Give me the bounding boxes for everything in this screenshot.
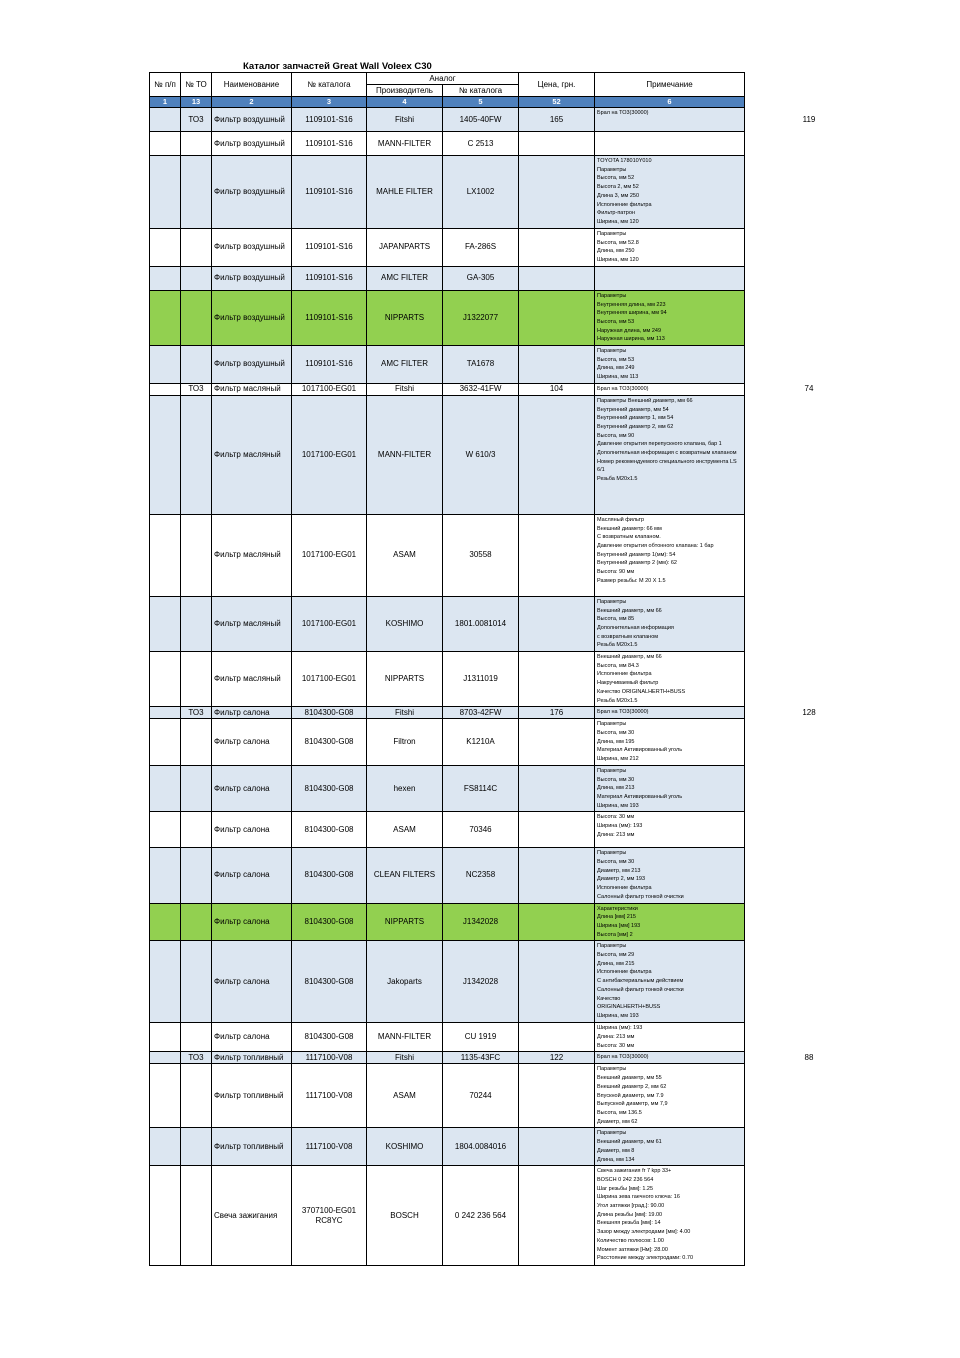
manufacturer-cell: Fitshi	[367, 383, 443, 395]
column-number: 5	[443, 97, 519, 108]
part-name-cell: Фильтр салона	[212, 719, 292, 766]
manufacturer-cell: JAPANPARTS	[367, 229, 443, 267]
table-row	[150, 1064, 745, 1128]
manufacturer-cell: NIPPARTS	[367, 652, 443, 707]
header-analog: Аналог	[367, 73, 519, 85]
row-number-cell	[150, 156, 181, 229]
note-cell: Параметры Внутренняя длина, мм 223 Внутренняя ширина, мм 94 Высота, мм 53 Наружная длина, мм 249 Наружная ширина, мм 113	[595, 290, 745, 345]
note-cell: Брал на ТО3(30000)	[595, 1052, 745, 1064]
note-cell: Параметры Внешний диаметр, мм 66 Внутренний диаметр, мм 54 Внутренний диаметр 1, мм 54 Внутренний диаметр 2, мм 62 Высота, мм 90 Давление открытия перепускного клапана, бар 1 Дополнительная информация с возвратным клапаном Номер рекомендуемого специального инструмента LS 6/1 Резьба M20x1.5	[595, 395, 745, 514]
catalog-number-cell: 1109101-S16	[292, 156, 367, 229]
note-cell: Параметры Высота, мм 53 Длина, мм 249 Ширина, мм 113	[595, 346, 745, 384]
column-number-row	[150, 97, 745, 108]
analog-catalog-cell: 0 242 236 564	[443, 1166, 519, 1266]
side-total: 88	[804, 1052, 814, 1062]
note-cell: Параметры Высота, мм 30 Длина, мм 195 Материал Активированный уголь Ширина, мм 212	[595, 719, 745, 766]
part-name-cell: Фильтр салона	[212, 1023, 292, 1052]
catalog-number-cell: 1017100-EG01	[292, 652, 367, 707]
maintenance-cell: ТО3	[181, 383, 212, 395]
part-name-cell: Фильтр салона	[212, 903, 292, 941]
row-number-cell	[150, 812, 181, 848]
maintenance-cell	[181, 765, 212, 812]
note-cell: Параметры Высота, мм 30 Длина, мм 213 Материал Активированный уголь Ширина, мм 193	[595, 765, 745, 812]
note-cell: Масляный фильтр Внешний диаметр: 66 мм С возвратным клапаном. Давление открытия обтонного клапана: 1 бар Внутренний диаметр 1(мм): 54 Внутренний диаметр 2 (мм): 62 Высота: 90 мм Размер резьбы: M 20 X 1.5	[595, 514, 745, 596]
header-price: Цена, грн.	[519, 73, 595, 97]
catalog-number-cell: 1117100-V08	[292, 1064, 367, 1128]
catalog-number-cell: 1109101-S16	[292, 108, 367, 132]
analog-catalog-cell: FA-286S	[443, 229, 519, 267]
note-cell: Ширина (мм): 193 Длина: 213 мм Высота: 30 мм	[595, 1023, 745, 1052]
header-num: № п/п	[150, 73, 181, 97]
catalog-number-cell: 8104300-G08	[292, 707, 367, 719]
header-maker: Производитель	[367, 85, 443, 97]
analog-catalog-cell: 30558	[443, 514, 519, 596]
maintenance-cell	[181, 652, 212, 707]
analog-catalog-cell: NC2358	[443, 848, 519, 903]
row-number-cell	[150, 1166, 181, 1266]
note-cell: Параметры Внешний диаметр, мм 66 Высота, мм 85 Дополнительная информация с возвратным клапаном Резьба M20x1.5	[595, 596, 745, 651]
table-row	[150, 848, 745, 903]
row-number-cell	[150, 707, 181, 719]
price-cell	[519, 156, 595, 229]
row-number-cell	[150, 1064, 181, 1128]
table-row	[150, 346, 745, 384]
analog-catalog-cell: J1342028	[443, 903, 519, 941]
maintenance-cell	[181, 1166, 212, 1266]
header-note: Примечание	[595, 73, 745, 97]
manufacturer-cell: NIPPARTS	[367, 903, 443, 941]
note-cell: Параметры Высота, мм 29 Длина, мм 215 Исполнение фильтра С антибактериальным действием Салонный фильтр тонкой очистки Качество ORIGINALHERTH+BUSS Ширина, мм 193	[595, 941, 745, 1023]
parts-catalog-table	[149, 72, 745, 1266]
catalog-number-cell: 8104300-G08	[292, 719, 367, 766]
price-cell	[519, 765, 595, 812]
table-row	[150, 719, 745, 766]
note-cell	[595, 266, 745, 290]
side-total: 128	[802, 707, 816, 717]
row-number-cell	[150, 1128, 181, 1166]
analog-catalog-cell: C 2513	[443, 132, 519, 156]
manufacturer-cell: Jakoparts	[367, 941, 443, 1023]
price-cell	[519, 719, 595, 766]
row-number-cell	[150, 765, 181, 812]
part-name-cell: Фильтр топливный	[212, 1128, 292, 1166]
part-name-cell: Фильтр салона	[212, 848, 292, 903]
maintenance-cell	[181, 812, 212, 848]
analog-catalog-cell: 1405-40FW	[443, 108, 519, 132]
catalog-number-cell: 8104300-G08	[292, 812, 367, 848]
analog-catalog-cell: 1135-43FC	[443, 1052, 519, 1064]
catalog-number-cell: 1117100-V08	[292, 1128, 367, 1166]
note-cell	[595, 132, 745, 156]
maintenance-cell	[181, 903, 212, 941]
price-cell: 104	[519, 383, 595, 395]
table-row	[150, 765, 745, 812]
row-number-cell	[150, 652, 181, 707]
table-row	[150, 395, 745, 514]
catalog-number-cell: 8104300-G08	[292, 1023, 367, 1052]
manufacturer-cell: MANN-FILTER	[367, 1023, 443, 1052]
catalog-number-cell: 8104300-G08	[292, 765, 367, 812]
price-cell: 176	[519, 707, 595, 719]
catalog-number-cell: 1017100-EG01	[292, 383, 367, 395]
page-title: Каталог запчастей Great Wall Voleex C30	[243, 61, 432, 72]
maintenance-cell: ТО3	[181, 108, 212, 132]
manufacturer-cell: MANN-FILTER	[367, 395, 443, 514]
manufacturer-cell: Filtron	[367, 719, 443, 766]
row-number-cell	[150, 596, 181, 651]
maintenance-cell	[181, 229, 212, 267]
row-number-cell	[150, 1023, 181, 1052]
column-number: 1	[150, 97, 181, 108]
maintenance-cell	[181, 596, 212, 651]
price-cell	[519, 941, 595, 1023]
maintenance-cell	[181, 1064, 212, 1128]
manufacturer-cell: ASAM	[367, 812, 443, 848]
catalog-number-cell: 1109101-S16	[292, 132, 367, 156]
maintenance-cell	[181, 132, 212, 156]
catalog-number-cell: 1109101-S16	[292, 346, 367, 384]
maintenance-cell	[181, 1128, 212, 1166]
manufacturer-cell: CLEAN FILTERS	[367, 848, 443, 903]
price-cell	[519, 596, 595, 651]
row-number-cell	[150, 346, 181, 384]
table-row	[150, 903, 745, 941]
row-number-cell	[150, 719, 181, 766]
part-name-cell: Фильтр масляный	[212, 383, 292, 395]
row-number-cell	[150, 903, 181, 941]
catalog-number-cell: 1017100-EG01	[292, 395, 367, 514]
manufacturer-cell: Fitshi	[367, 707, 443, 719]
manufacturer-cell: NIPPARTS	[367, 290, 443, 345]
table-row	[150, 652, 745, 707]
row-number-cell	[150, 848, 181, 903]
analog-catalog-cell: TA1678	[443, 346, 519, 384]
note-cell: Характеристики Длина [мм] 215 Ширина [мм] 193 Высота [мм] 2	[595, 903, 745, 941]
part-name-cell: Фильтр воздушный	[212, 156, 292, 229]
price-cell	[519, 1023, 595, 1052]
note-cell: Брал на ТО3(30000)	[595, 383, 745, 395]
maintenance-cell: ТО3	[181, 707, 212, 719]
row-number-cell	[150, 229, 181, 267]
analog-catalog-cell: K1210A	[443, 719, 519, 766]
column-number: 2	[212, 97, 292, 108]
note-cell: Брал на ТО3(30000)	[595, 108, 745, 132]
manufacturer-cell: AMC FILTER	[367, 346, 443, 384]
table-row	[150, 1166, 745, 1266]
analog-catalog-cell: GA-305	[443, 266, 519, 290]
part-name-cell: Фильтр салона	[212, 707, 292, 719]
row-number-cell	[150, 132, 181, 156]
price-cell	[519, 229, 595, 267]
column-number: 4	[367, 97, 443, 108]
price-cell	[519, 346, 595, 384]
row-number-cell	[150, 290, 181, 345]
table-row	[150, 1128, 745, 1166]
row-number-cell	[150, 266, 181, 290]
maintenance-cell	[181, 346, 212, 384]
price-cell	[519, 1128, 595, 1166]
row-number-cell	[150, 1052, 181, 1064]
side-total: 119	[802, 114, 816, 124]
header-to: № ТО	[181, 73, 212, 97]
maintenance-cell	[181, 1023, 212, 1052]
maintenance-cell	[181, 266, 212, 290]
price-cell: 165	[519, 108, 595, 132]
analog-catalog-cell: 3632-41FW	[443, 383, 519, 395]
column-number: 6	[595, 97, 745, 108]
maintenance-cell	[181, 156, 212, 229]
note-cell: Параметры Внешний диаметр, мм 55 Внешний диаметр 2, мм 62 Впускной диаметр, мм 7.9 Выпускной диаметр, мм 7,9 Высота, мм 136.5 Диаметр, мм 62	[595, 1064, 745, 1128]
maintenance-cell	[181, 941, 212, 1023]
analog-catalog-cell: CU 1919	[443, 1023, 519, 1052]
header-analog-catalog: № каталога	[443, 85, 519, 97]
manufacturer-cell: MANN-FILTER	[367, 132, 443, 156]
manufacturer-cell: ASAM	[367, 514, 443, 596]
maintenance-cell	[181, 848, 212, 903]
manufacturer-cell: Fitshi	[367, 1052, 443, 1064]
note-cell: Параметры Высота, мм 52.8 Длина, мм 250 Ширина, мм 120	[595, 229, 745, 267]
table-row	[150, 266, 745, 290]
part-name-cell: Свеча зажигания	[212, 1166, 292, 1266]
column-number: 13	[181, 97, 212, 108]
note-cell: Параметры Внешний диаметр, мм 61 Диаметр, мм 8 Длина, мм 134	[595, 1128, 745, 1166]
part-name-cell: Фильтр масляный	[212, 514, 292, 596]
manufacturer-cell: Fitshi	[367, 108, 443, 132]
manufacturer-cell: KOSHIMO	[367, 1128, 443, 1166]
table-row	[150, 596, 745, 651]
table-row	[150, 229, 745, 267]
maintenance-cell	[181, 290, 212, 345]
part-name-cell: Фильтр масляный	[212, 596, 292, 651]
analog-catalog-cell: 70346	[443, 812, 519, 848]
price-cell	[519, 1166, 595, 1266]
part-name-cell: Фильтр салона	[212, 941, 292, 1023]
table-row	[150, 941, 745, 1023]
part-name-cell: Фильтр воздушный	[212, 229, 292, 267]
price-cell	[519, 903, 595, 941]
part-name-cell: Фильтр салона	[212, 765, 292, 812]
side-total: 74	[804, 384, 814, 394]
analog-catalog-cell: LX1002	[443, 156, 519, 229]
part-name-cell: Фильтр масляный	[212, 652, 292, 707]
part-name-cell: Фильтр воздушный	[212, 266, 292, 290]
maintenance-cell	[181, 719, 212, 766]
row-number-cell	[150, 108, 181, 132]
row-number-cell	[150, 383, 181, 395]
table-row	[150, 1052, 745, 1064]
analog-catalog-cell: FS8114C	[443, 765, 519, 812]
part-name-cell: Фильтр салона	[212, 812, 292, 848]
row-number-cell	[150, 941, 181, 1023]
part-name-cell: Фильтр топливный	[212, 1064, 292, 1128]
analog-catalog-cell: W 610/3	[443, 395, 519, 514]
table-row	[150, 383, 745, 395]
table-row	[150, 707, 745, 719]
header-catalog: № каталога	[292, 73, 367, 97]
manufacturer-cell: MAHLE FILTER	[367, 156, 443, 229]
catalog-number-cell: 1109101-S16	[292, 266, 367, 290]
maintenance-cell	[181, 395, 212, 514]
table-row	[150, 812, 745, 848]
analog-catalog-cell: 1801.0081014	[443, 596, 519, 651]
table-row	[150, 108, 745, 132]
price-cell	[519, 812, 595, 848]
manufacturer-cell: KOSHIMO	[367, 596, 443, 651]
note-cell: Брал на ТО3(30000)	[595, 707, 745, 719]
catalog-number-cell: 1117100-V08	[292, 1052, 367, 1064]
note-cell: Свеча зажигания fr 7 kpp 33+ BOSCH 0 242 236 564 Шаг резьбы [мм]: 1.25 Ширина зева гаечного ключа: 16 Угол затяжки [град.]: 90.00 Длина резьбы [мм]: 19.00 Внешняя резьба [мм]: 14 Зазор между электродами [мм]: 4.00 Количество полюсов: 1.00 Момент затяжки [Нм]: 28.00 Расстояние между электродами: 0.70	[595, 1166, 745, 1266]
note-cell: Внешний диаметр, мм 66 Высота, мм 84.3 Исполнение фильтра Накручиваемый фильтр Качество ORIGINALHERTH+BUSS Резьба M20x1.5	[595, 652, 745, 707]
price-cell	[519, 395, 595, 514]
price-cell	[519, 652, 595, 707]
price-cell	[519, 1064, 595, 1128]
row-number-cell	[150, 395, 181, 514]
part-name-cell: Фильтр топливный	[212, 1052, 292, 1064]
maintenance-cell	[181, 514, 212, 596]
column-number: 3	[292, 97, 367, 108]
manufacturer-cell: BOSCH	[367, 1166, 443, 1266]
part-name-cell: Фильтр воздушный	[212, 132, 292, 156]
part-name-cell: Фильтр воздушный	[212, 108, 292, 132]
analog-catalog-cell: J1342028	[443, 941, 519, 1023]
row-number-cell	[150, 514, 181, 596]
manufacturer-cell: ASAM	[367, 1064, 443, 1128]
catalog-number-cell: 8104300-G08	[292, 848, 367, 903]
table-row	[150, 156, 745, 229]
manufacturer-cell: hexen	[367, 765, 443, 812]
part-name-cell: Фильтр воздушный	[212, 346, 292, 384]
table-row	[150, 290, 745, 345]
catalog-number-cell: 1017100-EG01	[292, 596, 367, 651]
catalog-number-cell: 8104300-G08	[292, 903, 367, 941]
catalog-number-cell: 1109101-S16	[292, 290, 367, 345]
price-cell	[519, 132, 595, 156]
column-number: 52	[519, 97, 595, 108]
table-row	[150, 132, 745, 156]
part-name-cell: Фильтр масляный	[212, 395, 292, 514]
part-name-cell: Фильтр воздушный	[212, 290, 292, 345]
analog-catalog-cell: J1322077	[443, 290, 519, 345]
note-cell: TOYOTA 178010Y010 Параметры Высота, мм 52 Высота 2, мм 52 Длина 3, мм 250 Исполнение фильтра Фильтр-патрон Ширина, мм 120	[595, 156, 745, 229]
catalog-number-cell: 1109101-S16	[292, 229, 367, 267]
maintenance-cell: ТО3	[181, 1052, 212, 1064]
price-cell	[519, 514, 595, 596]
analog-catalog-cell: 8703-42FW	[443, 707, 519, 719]
catalog-number-cell: 8104300-G08	[292, 941, 367, 1023]
price-cell	[519, 266, 595, 290]
catalog-number-cell: 1017100-EG01	[292, 514, 367, 596]
note-cell: Высота: 30 мм Ширина (мм): 193 Длина: 213 мм	[595, 812, 745, 848]
price-cell	[519, 290, 595, 345]
price-cell	[519, 848, 595, 903]
header-name: Наименование	[212, 73, 292, 97]
table-row	[150, 1023, 745, 1052]
price-cell: 122	[519, 1052, 595, 1064]
analog-catalog-cell: 70244	[443, 1064, 519, 1128]
analog-catalog-cell: J1311019	[443, 652, 519, 707]
manufacturer-cell: AMC FILTER	[367, 266, 443, 290]
analog-catalog-cell: 1804.0084016	[443, 1128, 519, 1166]
table-row	[150, 514, 745, 596]
catalog-number-cell: 3707100-EG01 RC8YC	[292, 1166, 367, 1266]
note-cell: Параметры Высота, мм 30 Диаметр, мм 213 Диаметр 2, мм 193 Исполнение фильтра Салонный фильтр тонкой очистки	[595, 848, 745, 903]
